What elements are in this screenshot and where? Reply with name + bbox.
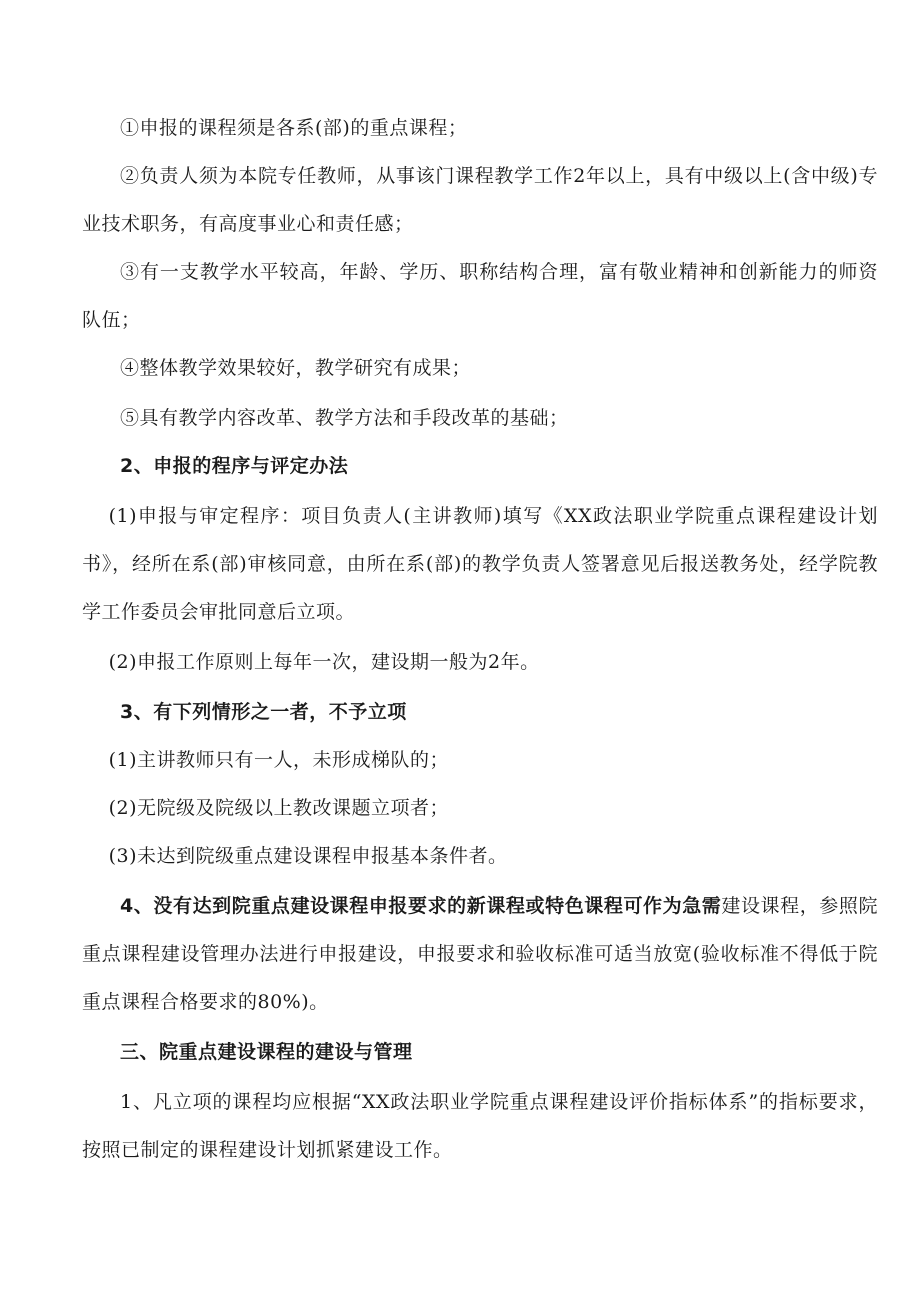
heading-rejection-conditions: 3、有下列情形之一者，不予立项 [120, 701, 407, 723]
urgent-course-rest: 建设课程，参照院重点课程建设管理办法进行申报建设，申报要求和验收标准可适当放宽(验收标准不得低于院重点课程合格要求的80%)。 [82, 895, 878, 1013]
criterion-2: ②负责人须为本院专任教师，从事该门课程教学工作2年以上，具有中级以上(含中级)专业技术职务，有高度事业心和责任感； [82, 165, 878, 235]
criterion-5: ⑤具有教学内容改革、教学方法和手段改革的基础； [120, 407, 569, 429]
rejection-item-1: (1)主讲教师只有一人，未形成梯队的； [108, 749, 450, 771]
heading-application-procedure: 2、申报的程序与评定办法 [120, 455, 349, 477]
heading-section-three: 三、院重点建设课程的建设与管理 [120, 1041, 413, 1063]
urgent-course-bold-lead: 4、没有达到院重点建设课程申报要求的新课程或特色课程可作为急需 [120, 895, 722, 917]
rejection-item-2: (2)无院级及院级以上教改课题立项者； [108, 797, 450, 819]
urgent-course-paragraph [82, 882, 878, 1026]
procedure-item-1: (1)申报与审定程序：项目负责人(主讲教师)填写《XX政法职业学院重点课程建设计划书》，经所在系(部)审核同意，由所在系(部)的教学负责人签署意见后报送教务处，经学院教学工作委员会审批同意后立项。 [82, 505, 878, 623]
rejection-item-3: (3)未达到院级重点建设课程申报基本条件者。 [108, 845, 508, 867]
procedure-item-2: (2)申报工作原则上每年一次，建设期一般为2年。 [108, 651, 540, 673]
criterion-4: ④整体教学效果较好，教学研究有成果； [120, 357, 472, 379]
criterion-1: ①申报的课程须是各系(部)的重点课程； [120, 117, 468, 139]
criterion-3: ③有一支教学水平较高，年龄、学历、职称结构合理，富有敬业精神和创新能力的师资队伍； [82, 261, 878, 331]
construction-item-1: 1、凡立项的课程均应根据“XX政法职业学院重点课程建设评价指标体系”的指标要求，按照已制定的课程建设计划抓紧建设工作。 [82, 1091, 878, 1161]
